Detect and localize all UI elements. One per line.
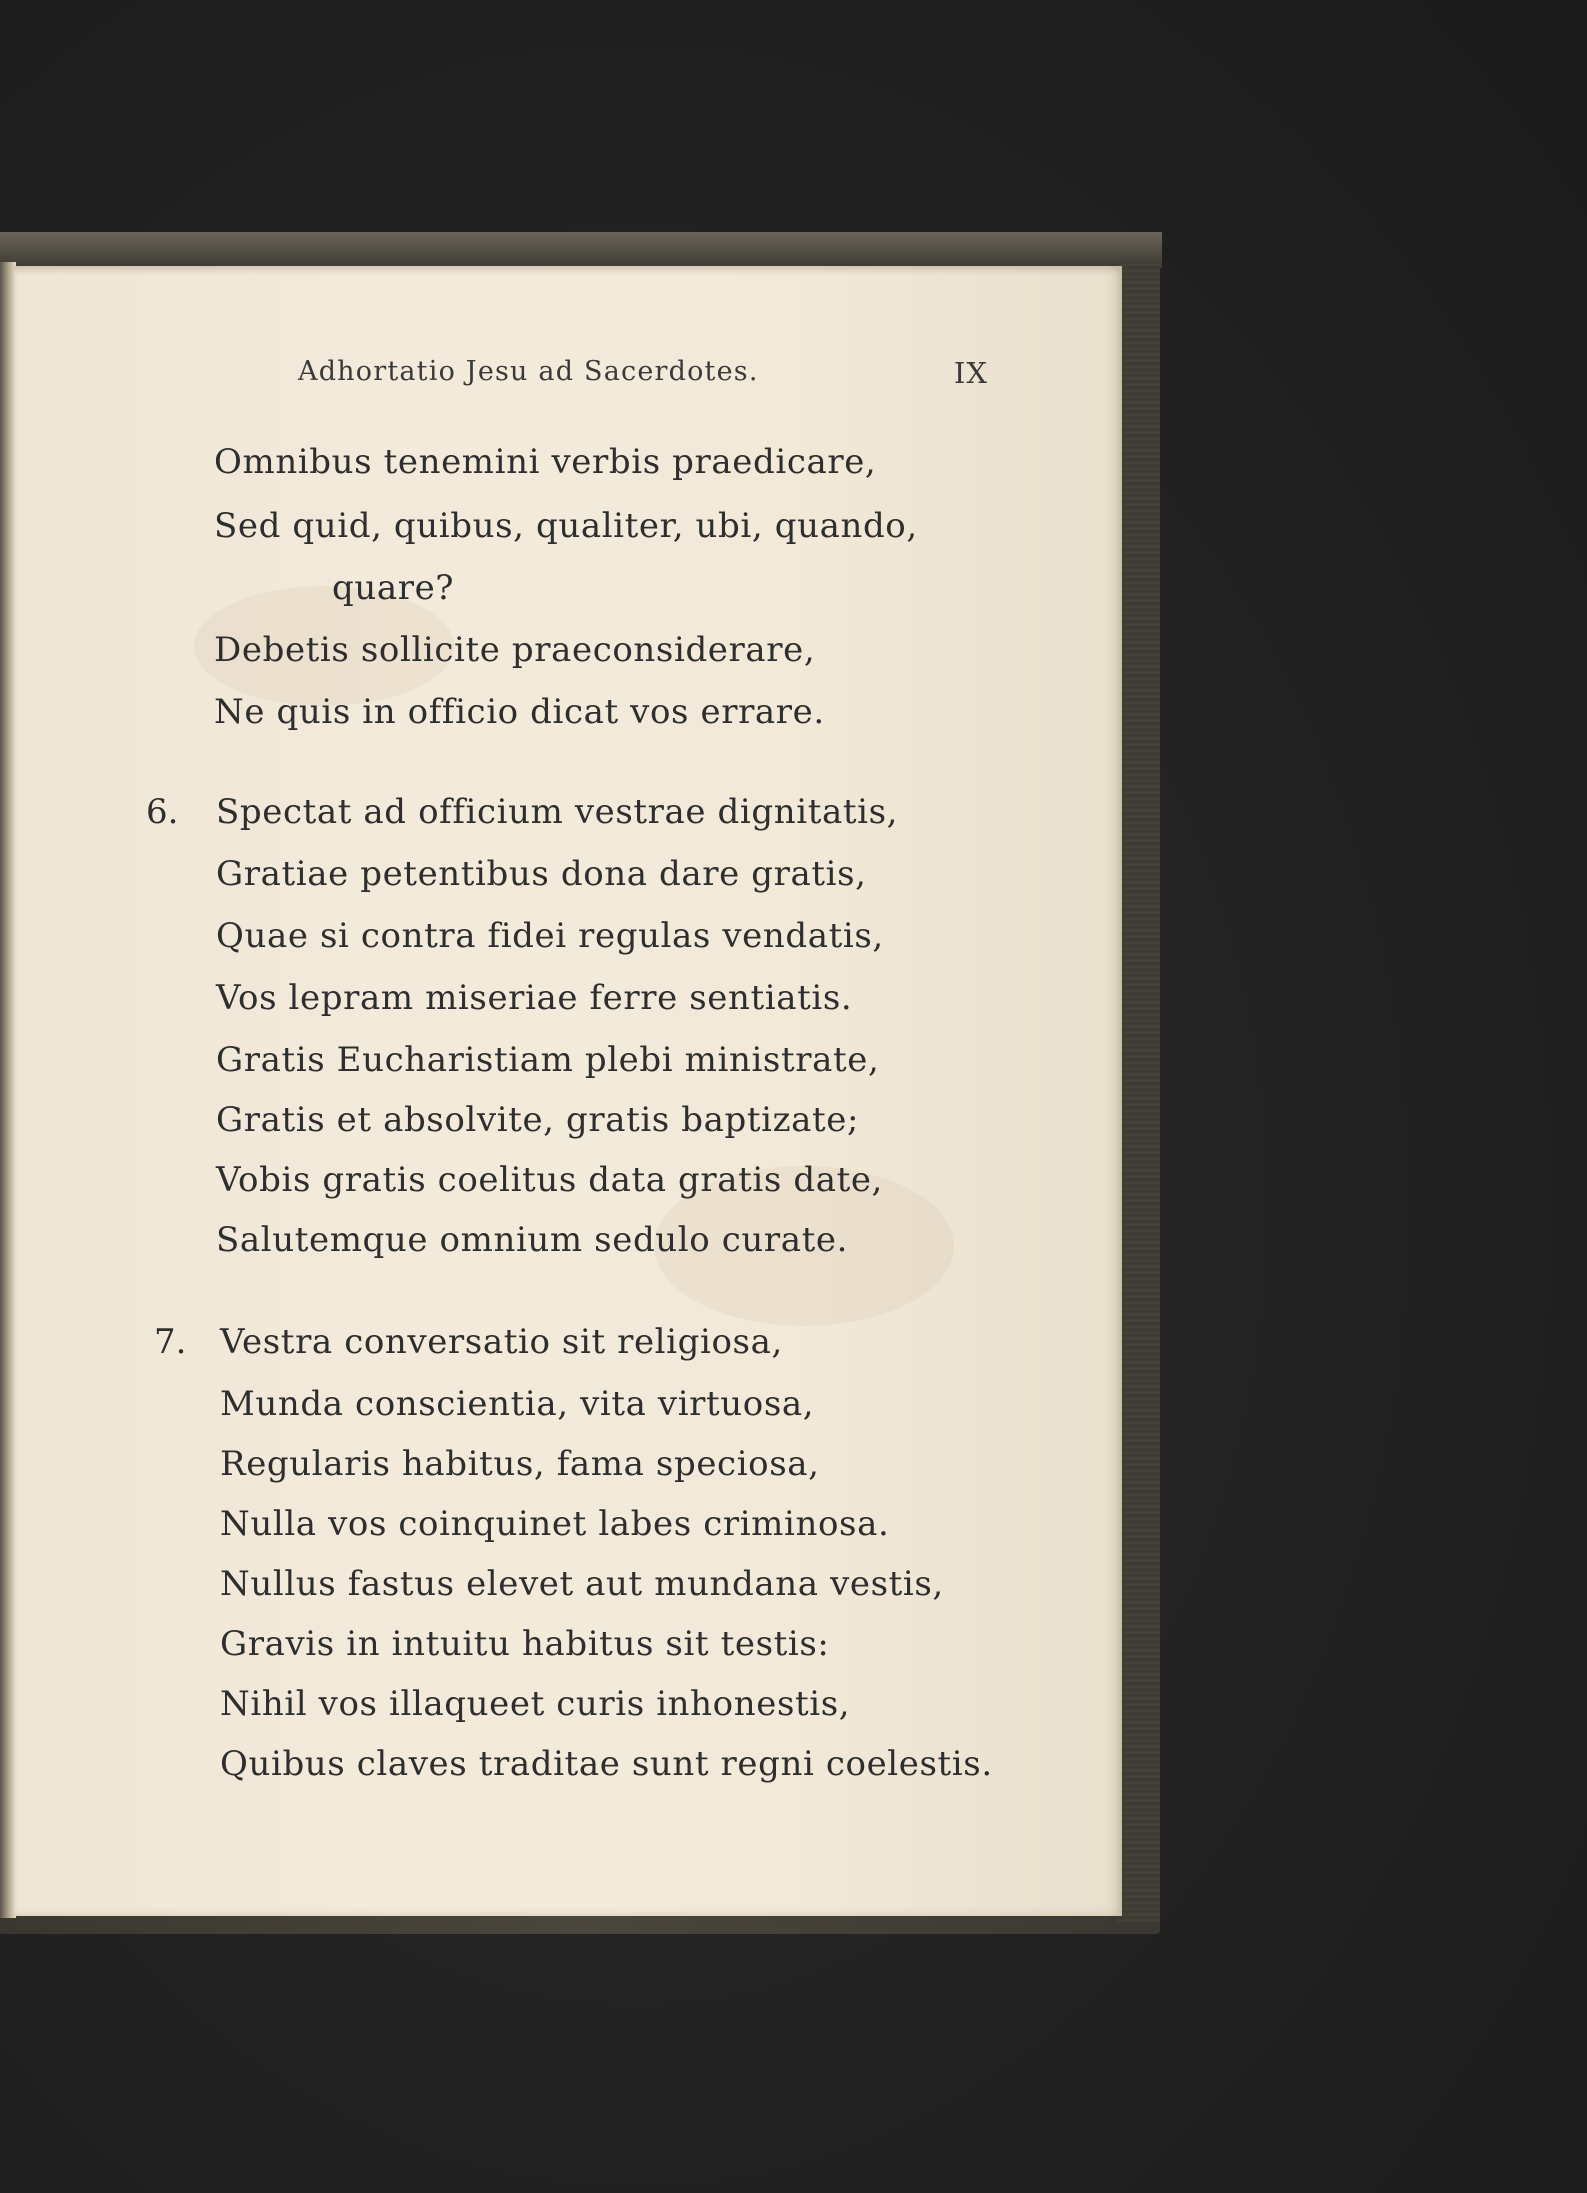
verse-line: Nulla vos coinquinet labes criminosa. [220,1504,890,1544]
verse-line: Vos lepram miseriae ferre sentiatis. [216,978,853,1018]
stanza-number: 6. [146,792,179,832]
running-title: Adhortatio Jesu ad Sacerdotes. [298,356,759,387]
verse-line: Gravis in intuitu habitus sit testis: [220,1624,830,1664]
verse-line: Debetis sollicite praeconsiderare, [214,630,816,670]
verse-line: Sed quid, quibus, qualiter, ubi, quando, [214,506,918,546]
verse-line: quare? [332,568,455,608]
verse-line: Gratis et absolvite, gratis baptizate; [216,1100,860,1140]
verse-line: Nullus fastus elevet aut mundana vestis, [220,1564,944,1604]
verse-line: Regularis habitus, fama speciosa, [220,1444,820,1484]
verse-line: Ne quis in officio dicat vos errare. [214,692,825,732]
verse-line: Omnibus tenemini verbis praedicare, [214,442,877,482]
verse-line: Nihil vos illaqueet curis inhonestis, [220,1684,851,1724]
verse-line: Quae si contra fidei regulas vendatis, [216,916,884,956]
verse-line: Vobis gratis coelitus data gratis date, [216,1160,883,1200]
verse-line: Vestra conversatio sit religiosa, [220,1322,783,1362]
verse-line: Gratis Eucharistiam plebi ministrate, [216,1040,880,1080]
verse-line: Gratiae petentibus dona dare gratis, [216,854,867,894]
verse-line: Spectat ad officium vestrae dignitatis, [216,792,899,832]
verse-line: Salutemque omnium sedulo curate. [216,1220,849,1260]
page-number: IX [953,356,988,390]
verse-line: Munda conscientia, vita virtuosa, [220,1384,815,1424]
stanza-number: 7. [154,1322,187,1362]
verse-line: Quibus claves traditae sunt regni coelestis. [220,1744,993,1784]
